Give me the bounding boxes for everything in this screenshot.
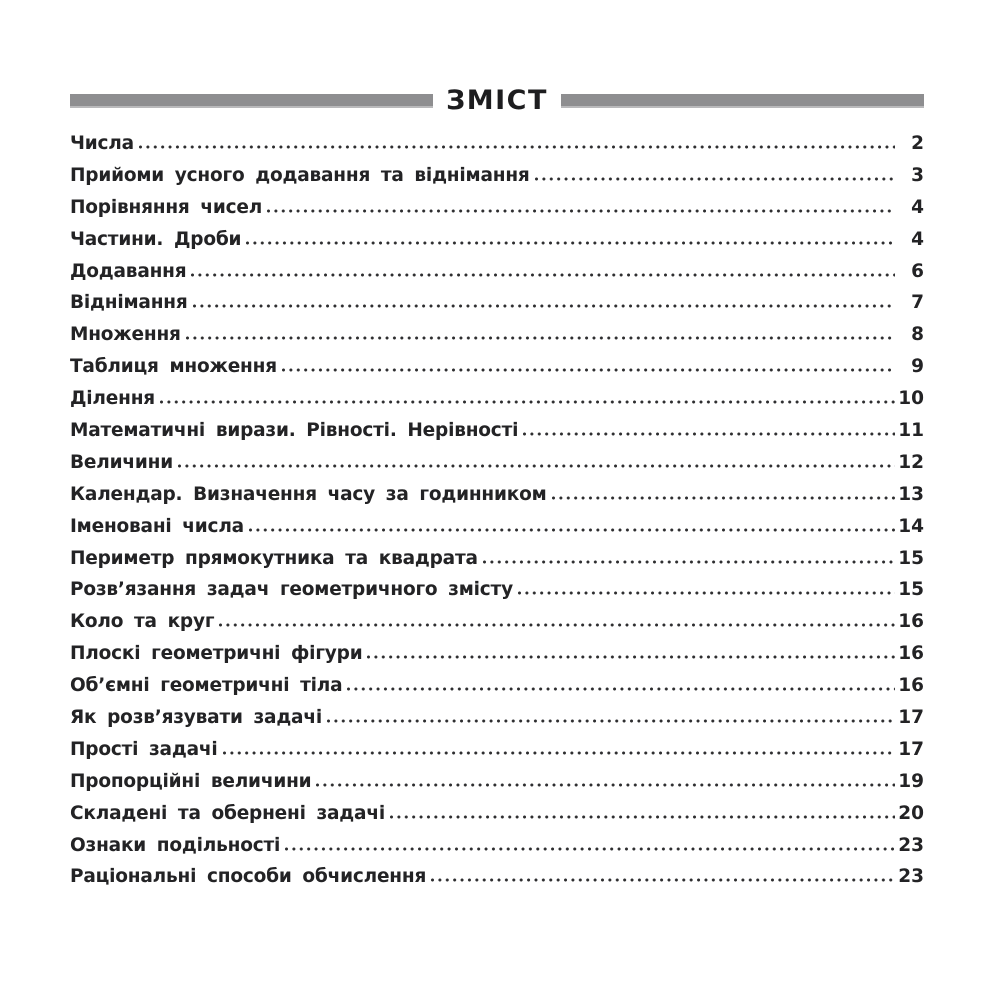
- toc-entry-row: [70, 830, 924, 862]
- toc-entry-title: Плоскі геометричні фігури: [70, 643, 363, 665]
- dot-leader: [139, 145, 895, 149]
- dot-leader: [249, 528, 895, 532]
- toc-entry-row: [70, 511, 924, 543]
- toc-entry-row: [70, 256, 924, 288]
- toc-entry-title: Календар. Визначення часу за годинником: [70, 483, 547, 505]
- toc-entry-page-number: 4: [911, 196, 924, 218]
- dot-leader: [316, 783, 895, 787]
- dot-leader: [178, 464, 895, 468]
- toc-header: [70, 86, 924, 116]
- toc-entry-row: [70, 543, 924, 575]
- header-rule-left: [70, 94, 433, 108]
- toc-entry-page-number: 17: [898, 707, 924, 729]
- toc-entry-list: [70, 128, 924, 893]
- toc-entry-row: [70, 128, 924, 160]
- toc-entry-row: [70, 224, 924, 256]
- toc-entry-page-number: 13: [898, 483, 924, 505]
- dot-leader: [483, 560, 895, 564]
- toc-entry-row: [70, 479, 924, 511]
- toc-entry-title: Множення: [70, 324, 181, 346]
- toc-entry-page-number: 17: [898, 738, 924, 760]
- toc-entry-page-number: 15: [898, 579, 924, 601]
- toc-entry-title: Частини. Дроби: [70, 228, 242, 250]
- toc-entry-title: Прийоми усного додавання та віднімання: [70, 164, 530, 186]
- toc-entry-page-number: 14: [898, 515, 924, 537]
- toc-entry-row: [70, 160, 924, 192]
- dot-leader: [219, 623, 895, 627]
- dot-leader: [523, 432, 895, 436]
- toc-entry-page-number: 19: [898, 770, 924, 792]
- toc-entry-row: [70, 383, 924, 415]
- dot-leader: [327, 719, 895, 723]
- dot-leader: [186, 336, 895, 340]
- toc-entry-title: Прості задачі: [70, 738, 218, 760]
- toc-entry-page-number: 4: [911, 228, 924, 250]
- toc-entry-title: Периметр прямокутника та квадрата: [70, 547, 478, 569]
- dot-leader: [518, 591, 895, 595]
- toc-entry-row: [70, 798, 924, 830]
- toc-entry-page-number: 7: [911, 292, 924, 314]
- toc-entry-page-number: 15: [898, 547, 924, 569]
- toc-entry-page-number: 16: [898, 675, 924, 697]
- dot-leader: [390, 815, 895, 819]
- toc-entry-title: Ознаки подільності: [70, 834, 281, 856]
- toc-entry-title: Величини: [70, 451, 173, 473]
- toc-entry-row: [70, 287, 924, 319]
- toc-entry-row: [70, 447, 924, 479]
- toc-entry-page-number: 2: [911, 133, 924, 154]
- toc-entry-title: Розв’язання задач геометричного змісту: [70, 579, 513, 601]
- toc-entry-page-number: 9: [911, 356, 924, 378]
- dot-leader: [347, 687, 895, 691]
- toc-entry-page-number: 8: [911, 324, 924, 346]
- dot-leader: [535, 177, 895, 181]
- toc-entry-page-number: 23: [898, 866, 924, 888]
- dot-leader: [160, 400, 895, 404]
- toc-entry-title: Математичні вирази. Рівності. Нерівності: [70, 420, 519, 442]
- toc-entry-title: Іменовані числа: [70, 515, 244, 537]
- toc-entry-title: Числа: [70, 133, 134, 154]
- toc-entry-row: [70, 734, 924, 766]
- toc-entry-row: [70, 670, 924, 702]
- toc-entry-row: [70, 861, 924, 893]
- dot-leader: [193, 304, 895, 308]
- toc-entry-row: [70, 574, 924, 606]
- page-title: ЗМІСТ: [446, 85, 548, 116]
- toc-entry-row: [70, 766, 924, 798]
- dot-leader: [246, 241, 895, 245]
- toc-entry-title: Складені та обернені задачі: [70, 802, 385, 824]
- toc-entry-title: Об’ємні геометричні тіла: [70, 675, 343, 697]
- toc-entry-title: Додавання: [70, 260, 187, 282]
- toc-entry-row: [70, 415, 924, 447]
- dot-leader: [431, 878, 895, 882]
- toc-entry-row: [70, 319, 924, 351]
- toc-entry-page-number: 12: [898, 451, 924, 473]
- toc-entry-row: [70, 702, 924, 734]
- dot-leader: [552, 496, 895, 500]
- toc-entry-page-number: 3: [911, 164, 924, 186]
- toc-entry-row: [70, 192, 924, 224]
- dot-leader: [223, 751, 895, 755]
- toc-entry-row: [70, 606, 924, 638]
- toc-entry-title: Порівняння чисел: [70, 196, 263, 218]
- toc-entry-row: [70, 638, 924, 670]
- toc-entry-page-number: 16: [898, 643, 924, 665]
- toc-entry-page-number: 16: [898, 611, 924, 633]
- dot-leader: [282, 368, 895, 372]
- toc-entry-title: Віднімання: [70, 292, 188, 314]
- header-rule-right: [561, 94, 924, 108]
- toc-entry-title: Як розв’язувати задачі: [70, 707, 322, 729]
- toc-entry-row: [70, 351, 924, 383]
- toc-entry-page-number: 20: [898, 802, 924, 824]
- toc-entry-title: Коло та круг: [70, 611, 215, 633]
- toc-entry-page-number: 11: [898, 420, 924, 442]
- dot-leader: [191, 273, 895, 277]
- toc-entry-title: Раціональні способи обчислення: [70, 866, 427, 888]
- toc-entry-page-number: 6: [911, 260, 924, 282]
- dot-leader: [267, 209, 895, 213]
- toc-entry-title: Ділення: [70, 388, 155, 410]
- toc-entry-page-number: 23: [898, 834, 924, 856]
- toc-entry-page-number: 10: [898, 388, 924, 410]
- toc-entry-title: Пропорційні величини: [70, 770, 312, 792]
- dot-leader: [285, 847, 895, 851]
- dot-leader: [367, 655, 895, 659]
- toc-entry-title: Таблиця множення: [70, 356, 277, 378]
